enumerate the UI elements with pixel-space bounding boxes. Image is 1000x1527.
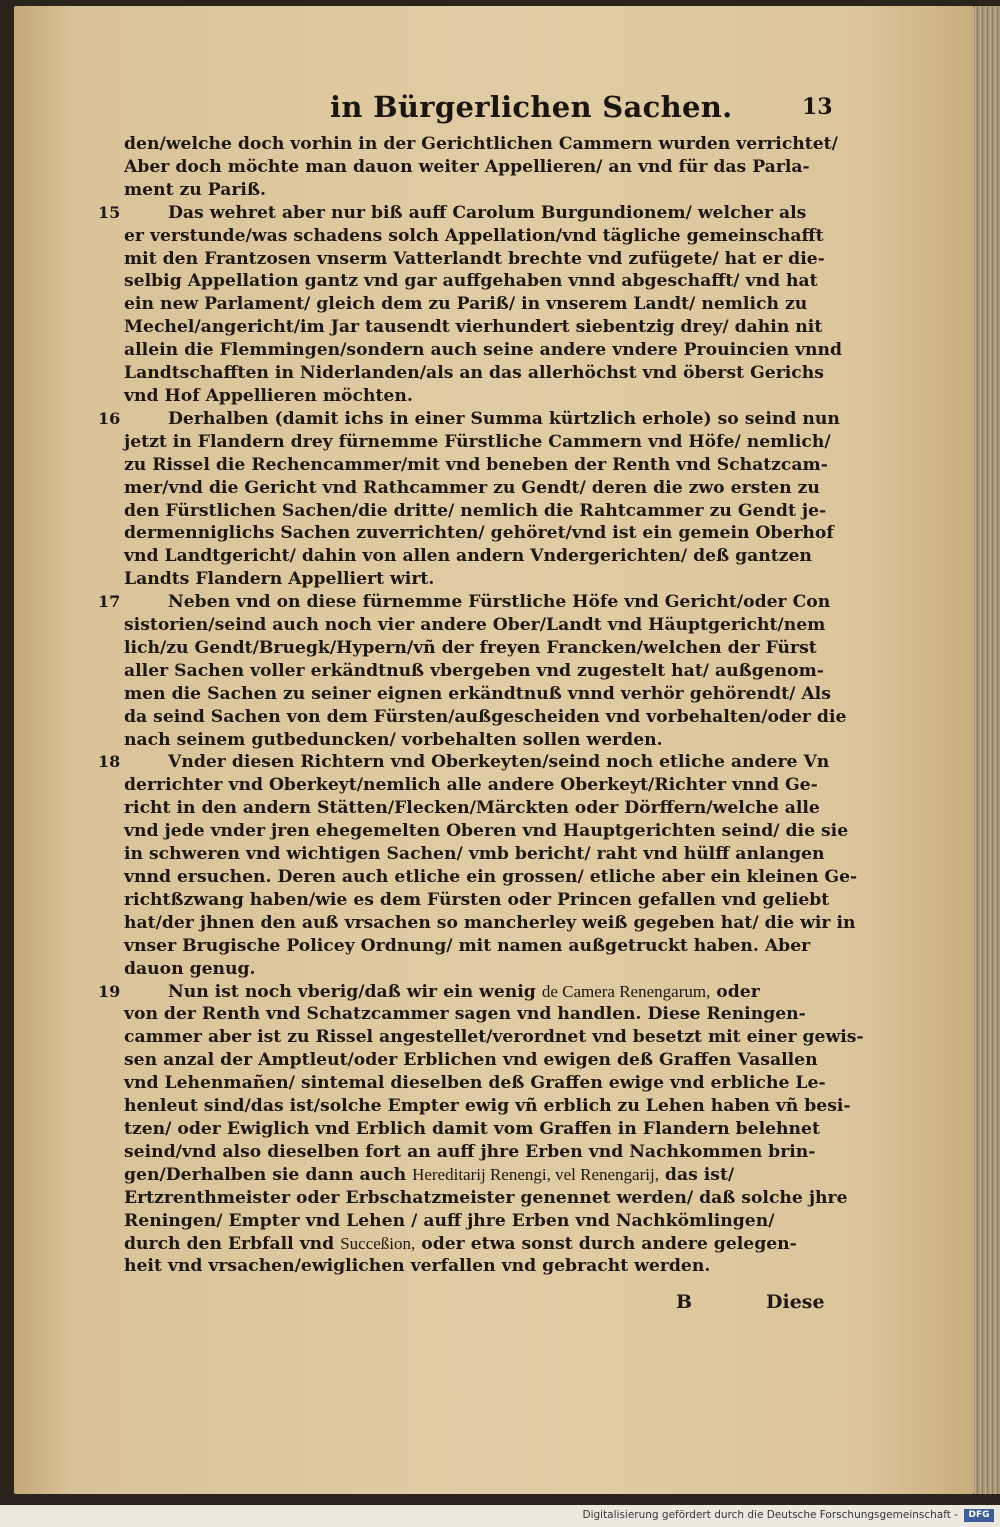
paragraph-number: 18 [98, 752, 121, 772]
text-line: Mechel/angericht/im Jar tausendt vierhundert siebentzig drey/ dahin nit [124, 317, 823, 338]
text-line: sistorien/seind auch noch vier andere Ober/Landt vnd Häuptgericht/nem [124, 615, 826, 636]
signature-mark: B [676, 1291, 693, 1313]
text-line: den/welche doch vorhin in der Gerichtlichen Cammern wurden verrichtet/ [124, 134, 838, 154]
paragraph [124, 133, 838, 202]
paragraph [98, 591, 847, 751]
text-line: allein die Flemmingen/sondern auch seine andere vndere Prouincien vnnd [124, 340, 842, 361]
page-number: 13 [802, 94, 833, 120]
text-line: sen anzal der Amptleut/oder Erblichen vnd ewigen deß Graffen Vasallen [124, 1050, 818, 1071]
text-line: jetzt in Flandern drey fürnemme Fürstliche Cammern vnd Höfe/ nemlich/ [124, 431, 831, 452]
text-line: gen/Derhalben sie dann auch Hereditarij Renengi, vel Renengarij, das ist/ [124, 1164, 735, 1185]
text-line: von der Renth vnd Schatzcammer sagen vnd handlen. Diese Reningen- [124, 1004, 806, 1025]
text-line: selbig Appellation gantz vnd gar auffgehaben vnnd abgeschafft/ vnd hat [124, 271, 818, 292]
text-line: dermenniglichs Sachen zuverrichten/ gehöret/vnd ist ein gemein Oberhof [124, 523, 834, 544]
footer-bar [0, 1505, 1000, 1527]
text-line: da seind Sachen von dem Fürsten/außgescheiden vnd vorbehalten/oder die [124, 706, 847, 727]
text-line: durch den Erbfall vnd Succeßion, oder etwa sonst durch andere gelegen- [124, 1233, 797, 1254]
text-line: Landtschafften in Niderlanden/als an das allerhöchst vnd öberst Gerichs [124, 363, 824, 384]
text-line: hat/der jhnen den auß vrsachen so mancherley weiß gegeben hat/ die wir in [124, 912, 856, 933]
text-line: richtßzwang haben/wie es dem Fürsten oder Princen gefallen vnd geliebt [124, 889, 830, 910]
footer-credit: Digitalisierung gefördert durch die Deutsche Forschungsgemeinschaft - [582, 1509, 958, 1521]
text-line: richt in den andern Stätten/Flecken/Märckten oder Dörffern/welche alle [124, 798, 820, 819]
text-line: den Fürstlichen Sachen/die dritte/ nemlich die Rahtcammer zu Gendt je- [124, 500, 827, 521]
text-line: lich/zu Gendt/Bruegk/Hypern/vñ der freyen Francken/welchen der Fürst [124, 637, 817, 658]
text-line: in schweren vnd wichtigen Sachen/ vmb bericht/ raht vnd hülff anlangen [124, 844, 825, 865]
text-line: mer/vnd die Gericht vnd Rathcammer zu Gendt/ deren die zwo ersten zu [124, 477, 820, 498]
text-line: Neben vnd on diese fürnemme Fürstliche Höfe vnd Gericht/oder Con [168, 592, 831, 613]
text-line: aller Sachen voller erkändtnuß vbergeben vnd zugestelt hat/ außgenom- [124, 660, 824, 681]
catchword: Diese [766, 1291, 825, 1313]
paragraph [98, 981, 864, 1279]
text-line: seind/vnd also dieselben fort an auff jhre Erben vnd Nachkommen brin- [124, 1141, 816, 1162]
text-line: Das wehret aber nur biß auff Carolum Burgundionem/ welcher als [168, 202, 807, 223]
text-line: vnd jede vnder jren ehegemelten Oberen vnd Hauptgerichten seind/ die sie [124, 821, 849, 842]
text-line: vnd Landtgericht/ dahin von allen andern Vndergerichten/ deß gantzen [124, 546, 812, 567]
text-line: vnd Lehenmañen/ sintemal dieselben deß Graffen ewige vnd erbliche Le- [124, 1073, 826, 1094]
text-line: nach seinem gutbeduncken/ vorbehalten sollen werden. [124, 729, 663, 750]
running-head: in Bürgerlichen Sachen. [330, 90, 733, 124]
text-line: mit den Frantzosen vnserm Vatterlandt brechte vnd zufügete/ hat er die- [124, 248, 825, 269]
text-line: Aber doch möchte man dauon weiter Appellieren/ an vnd für das Parla- [124, 156, 810, 177]
text-line: tzen/ oder Ewiglich vnd Erblich damit vom Graffen in Flandern belehnet [124, 1118, 820, 1139]
text-line: men die Sachen zu seiner eignen erkändtnuß vnnd verhör gehörendt/ Als [124, 683, 831, 704]
text-line: heit vnd vrsachen/ewiglichen verfallen vnd gebracht werden. [124, 1256, 711, 1277]
text-line: Vnder diesen Richtern vnd Oberkeyten/seind noch etliche andere Vn [168, 752, 830, 773]
text-line: vnser Brugische Policey Ordnung/ mit namen außgetruckt haben. Aber [124, 935, 811, 956]
paragraph [98, 202, 842, 408]
text-line: Landts Flandern Appelliert wirt. [124, 569, 435, 590]
paragraph-number: 19 [98, 981, 121, 1001]
text-line: vnd Hof Appellieren möchten. [124, 385, 413, 406]
text-line: ein new Parlament/ gleich dem zu Pariß/ in vnserem Landt/ nemlich zu [124, 294, 808, 315]
text-line: Reningen/ Empter vnd Lehen / auff jhre Erben vnd Nachkömlingen/ [124, 1210, 775, 1231]
text-line: derrichter vnd Oberkeyt/nemlich alle andere Oberkeyt/Richter vnnd Ge- [124, 775, 818, 796]
text-line: henleut sind/das ist/solche Empter ewig vñ erblich zu Lehen haben vñ besi- [124, 1096, 851, 1117]
paragraph [98, 408, 840, 591]
text-line: Derhalben (damit ichs in einer Summa kürtzlich erhole) so seind nun [168, 408, 840, 429]
text-line: Nun ist noch vberig/daß wir ein wenig de Camera Renengarum, oder [168, 981, 760, 1002]
dfg-logo: DFG [964, 1509, 994, 1522]
text-line: Ertzrenthmeister oder Erbschatzmeister genennet werden/ daß solche jhre [124, 1187, 848, 1208]
page-edges [974, 6, 1000, 1494]
text-line: vnnd ersuchen. Deren auch etliche ein grossen/ etliche aber ein kleinen Ge- [124, 867, 858, 887]
paragraph-number: 15 [98, 202, 121, 222]
text-line: er verstunde/was schadens solch Appellation/vnd tägliche gemeinschafft [124, 225, 824, 246]
text-line: dauon genug. [124, 958, 256, 979]
text-line: ment zu Pariß. [124, 179, 267, 200]
body-text [98, 133, 864, 1278]
text-line: zu Rissel die Rechencammer/mit vnd beneben der Renth vnd Schatzcam- [124, 454, 828, 475]
paragraph [98, 751, 858, 980]
text-line: cammer aber ist zu Rissel angestellet/verordnet vnd besetzt mit einer gewis- [124, 1027, 864, 1048]
paragraph-number: 17 [98, 592, 121, 612]
book-page [14, 6, 974, 1494]
paragraph-number: 16 [98, 408, 121, 428]
